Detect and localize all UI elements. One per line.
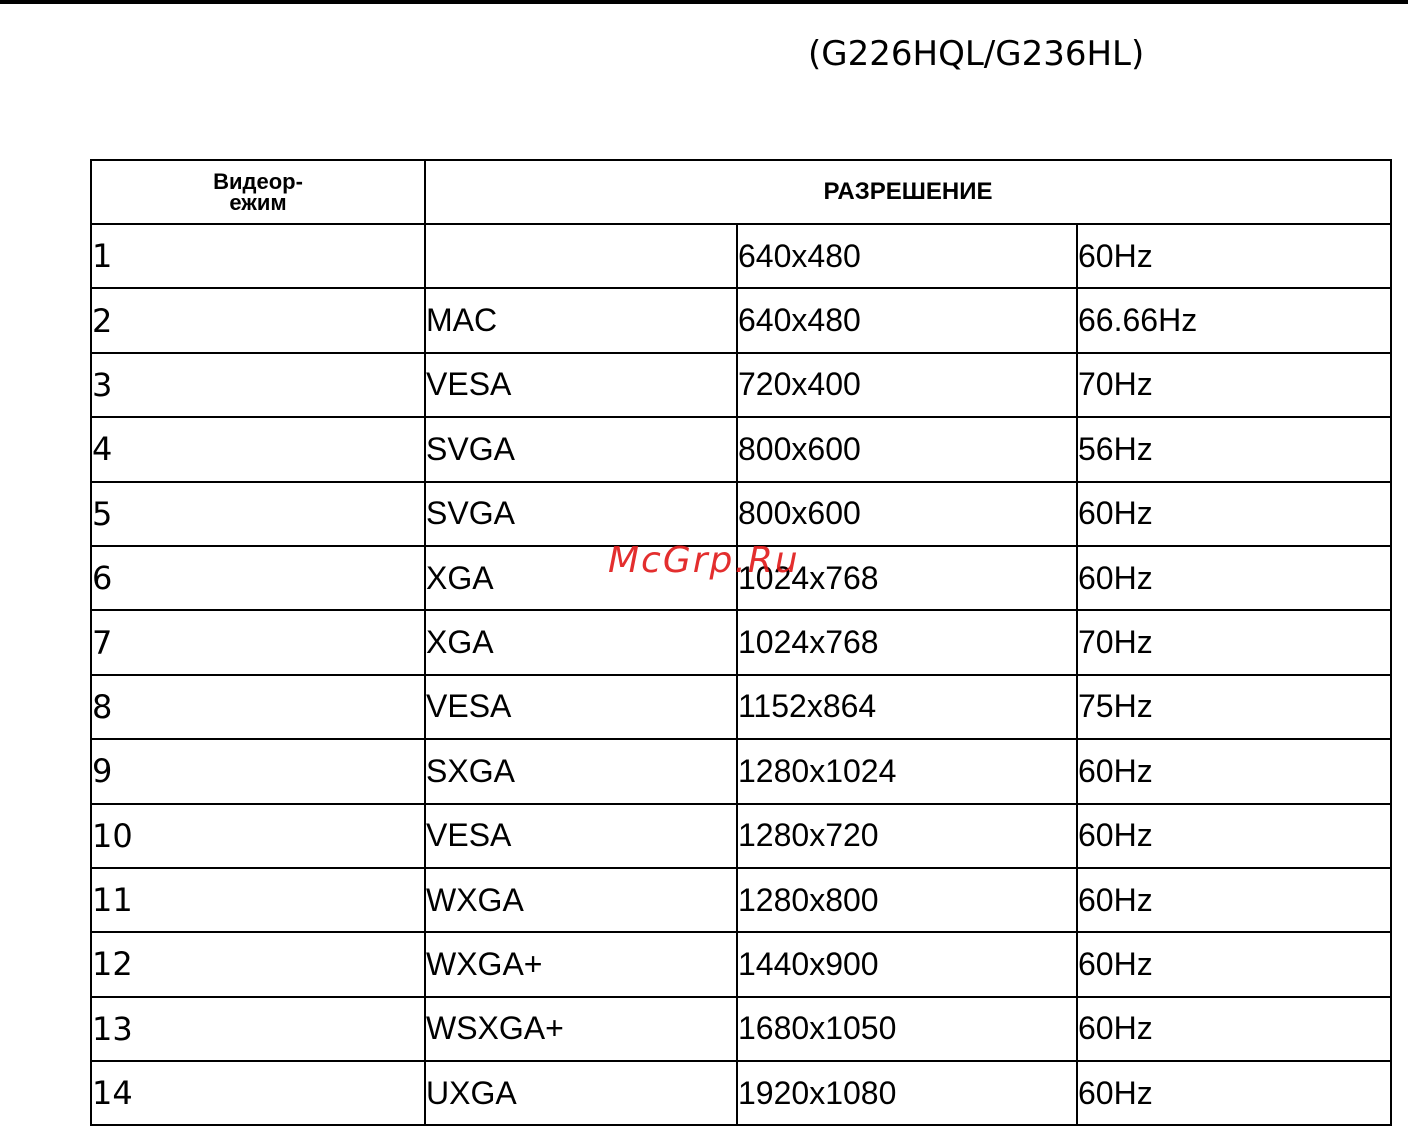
resolution-cell: 1024x768 (737, 610, 1077, 674)
column-header-resolution: РАЗРЕШЕНИЕ (425, 160, 1391, 224)
mode-cell: 12 (91, 932, 425, 996)
frequency-cell: 60Hz (1077, 804, 1391, 868)
table-row (91, 997, 1391, 1061)
table-row (91, 1061, 1391, 1125)
frequency-cell: 60Hz (1077, 997, 1391, 1061)
resolution-cell: 800x600 (737, 482, 1077, 546)
column-header-mode (91, 160, 425, 224)
mode-cell: 3 (91, 353, 425, 417)
column-header-mode-label: Видеор- ежим (213, 169, 303, 215)
standard-cell: SVGA (425, 482, 737, 546)
table-row (91, 739, 1391, 803)
table-header-row (91, 160, 1391, 224)
mode-cell: 10 (91, 804, 425, 868)
standard-cell: MAC (425, 288, 737, 352)
table-row (91, 675, 1391, 739)
mode-cell: 7 (91, 610, 425, 674)
resolution-cell: 1680x1050 (737, 997, 1077, 1061)
table-row (91, 353, 1391, 417)
table-row (91, 932, 1391, 996)
frequency-cell: 60Hz (1077, 482, 1391, 546)
standard-cell: XGA (425, 610, 737, 674)
standard-cell: WXGA (425, 868, 737, 932)
resolution-cell: 1280x720 (737, 804, 1077, 868)
mode-cell: 2 (91, 288, 425, 352)
frequency-cell: 60Hz (1077, 739, 1391, 803)
resolution-cell: 1440x900 (737, 932, 1077, 996)
standard-cell: SVGA (425, 417, 737, 481)
resolution-cell: 1920x1080 (737, 1061, 1077, 1125)
mode-cell: 11 (91, 868, 425, 932)
standard-cell: WSXGA+ (425, 997, 737, 1061)
mode-cell: 14 (91, 1061, 425, 1125)
watermark: McGrp.Ru (608, 540, 800, 581)
frequency-cell: 60Hz (1077, 224, 1391, 288)
top-rule (0, 0, 1408, 4)
standard-cell: VESA (425, 804, 737, 868)
standard-cell: XGA (425, 546, 737, 610)
mode-cell: 4 (91, 417, 425, 481)
mode-cell: 1 (91, 224, 425, 288)
mode-cell: 6 (91, 546, 425, 610)
frequency-cell: 75Hz (1077, 675, 1391, 739)
resolution-cell: 1152x864 (737, 675, 1077, 739)
frequency-cell: 56Hz (1077, 417, 1391, 481)
frequency-cell: 60Hz (1077, 546, 1391, 610)
table-row (91, 610, 1391, 674)
frequency-cell: 60Hz (1077, 932, 1391, 996)
resolution-cell: 800x600 (737, 417, 1077, 481)
resolution-cell: 1024x768 (737, 546, 1077, 610)
resolution-cell: 1280x1024 (737, 739, 1077, 803)
table-row (91, 868, 1391, 932)
resolution-cell: 640x480 (737, 224, 1077, 288)
resolution-cell: 720x400 (737, 353, 1077, 417)
standard-cell: WXGA+ (425, 932, 737, 996)
table-row (91, 482, 1391, 546)
mode-cell: 8 (91, 675, 425, 739)
frequency-cell: 66.66Hz (1077, 288, 1391, 352)
mode-cell: 5 (91, 482, 425, 546)
mode-cell: 13 (91, 997, 425, 1061)
standard-cell: SXGA (425, 739, 737, 803)
model-title: (G226HQL/G236HL) (808, 34, 1145, 74)
frequency-cell: 60Hz (1077, 868, 1391, 932)
standard-cell: VESA (425, 675, 737, 739)
standard-cell: VESA (425, 353, 737, 417)
standard-cell (425, 224, 737, 288)
table-body (91, 224, 1391, 1125)
resolution-cell: 1280x800 (737, 868, 1077, 932)
standard-cell: UXGA (425, 1061, 737, 1125)
table-row (91, 804, 1391, 868)
mode-cell: 9 (91, 739, 425, 803)
frequency-cell: 70Hz (1077, 610, 1391, 674)
table-row (91, 288, 1391, 352)
frequency-cell: 60Hz (1077, 1061, 1391, 1125)
frequency-cell: 70Hz (1077, 353, 1391, 417)
resolution-cell: 640x480 (737, 288, 1077, 352)
table-row (91, 417, 1391, 481)
video-modes-table (90, 159, 1392, 1126)
table-row (91, 224, 1391, 288)
